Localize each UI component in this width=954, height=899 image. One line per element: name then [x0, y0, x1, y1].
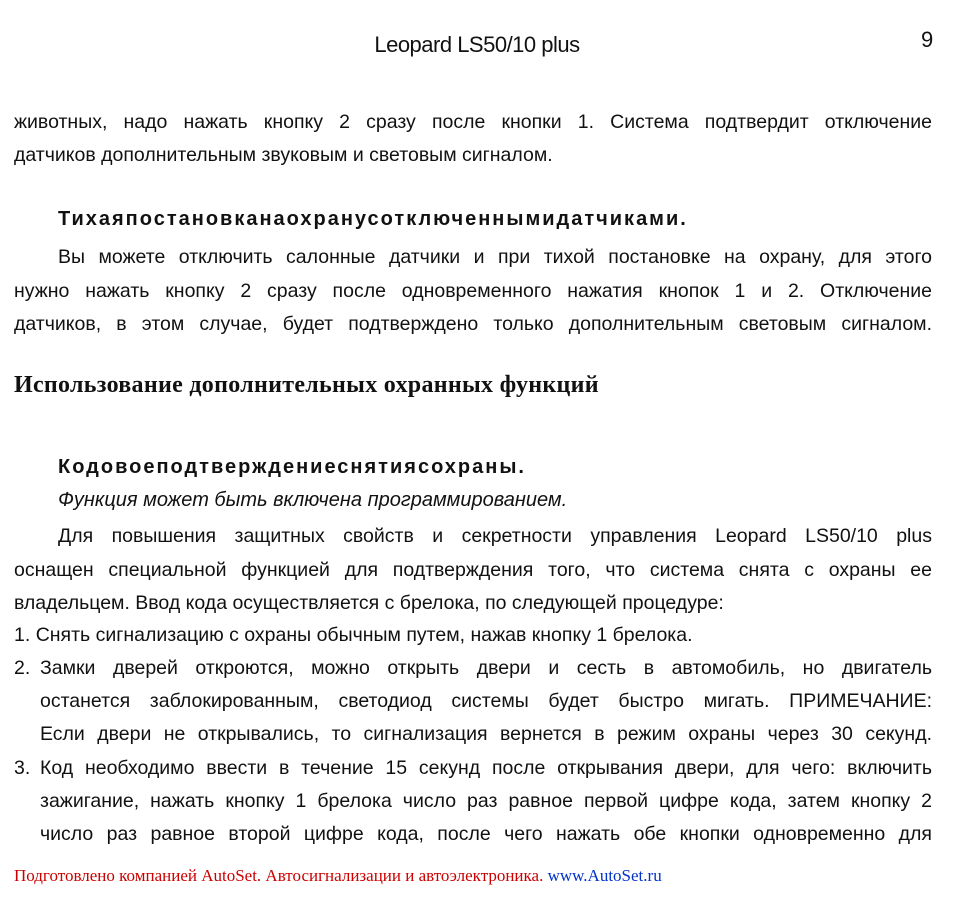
code-disarm-note: Функция может быть включена программированием.	[58, 489, 568, 511]
silent-arming-line-1: Вы можете отключить салонные датчики и при тихой постановке на охрану, для этого	[58, 246, 932, 268]
silent-arming-line-2: нужно нажать кнопку 2 сразу после одновременного нажатия кнопок 1 и 2. Отключение	[14, 280, 932, 302]
intro-line-2: датчиков дополнительным звуковым и световым сигналом.	[14, 144, 553, 166]
code-disarm-line-1: Для повышения защитных свойств и секретности управления Leopard LS50/10 plus	[58, 525, 932, 547]
section-title: Использование дополнительных охранных функций	[14, 372, 599, 398]
list-item-3-line-2: зажигание, нажать кнопку 1 брелока число раз равное первой цифре кода, затем кнопку 2	[40, 790, 932, 812]
list-item-3-line-3: число раз равное второй цифре кода, после чего нажать обе кнопки одновременно для	[40, 823, 932, 845]
footer-link[interactable]: www.AutoSet.ru	[547, 866, 662, 885]
intro-line-1: животных, надо нажать кнопку 2 сразу после кнопки 1. Система подтвердит отключение	[14, 111, 932, 133]
list-item-2-number: 2.	[14, 657, 31, 679]
silent-arming-line-3: датчиков, в этом случае, будет подтверждено только дополнительным световым сигналом.	[14, 313, 932, 335]
footer-text: Подготовлено компанией AutoSet. Автосигнализации и автоэлектроника.	[14, 866, 544, 885]
code-disarm-line-2: оснащен специальной функцией для подтверждения того, что система снята с охраны ее	[14, 559, 932, 581]
list-item-2-line-3: Если двери не открывались, то сигнализация вернется в режим охраны через 30 секунд.	[40, 723, 932, 745]
list-item-2-line-1: Замки дверей откроются, можно открыть двери и сесть в автомобиль, но двигатель	[40, 657, 932, 679]
page-header-title: Leopard LS50/10 plus	[374, 32, 580, 57]
list-item-1	[14, 619, 693, 652]
footer	[14, 866, 662, 886]
list-item-text: Снять сигнализацию с охраны обычным путем, нажав кнопку 1 брелока.	[35, 624, 693, 646]
list-item-number: 1.	[14, 624, 31, 646]
heading-silent-arming: Тихаяпостановканаохранусотключеннымидатчиками.	[58, 208, 688, 230]
list-item-3-number: 3.	[14, 757, 31, 779]
list-item-3-line-1: Код необходимо ввести в течение 15 секунд после открывания двери, для чего: включить	[40, 757, 932, 779]
page-number: 9	[921, 27, 934, 52]
heading-code-disarm: Кодовоеподтверждениеснятиясохраны.	[58, 456, 526, 478]
code-disarm-line-3: владельцем. Ввод кода осуществляется с брелока, по следующей процедуре:	[14, 592, 724, 614]
list-item-2-line-2: останется заблокированным, светодиод системы будет быстро мигать. ПРИМЕЧАНИЕ:	[40, 690, 932, 712]
